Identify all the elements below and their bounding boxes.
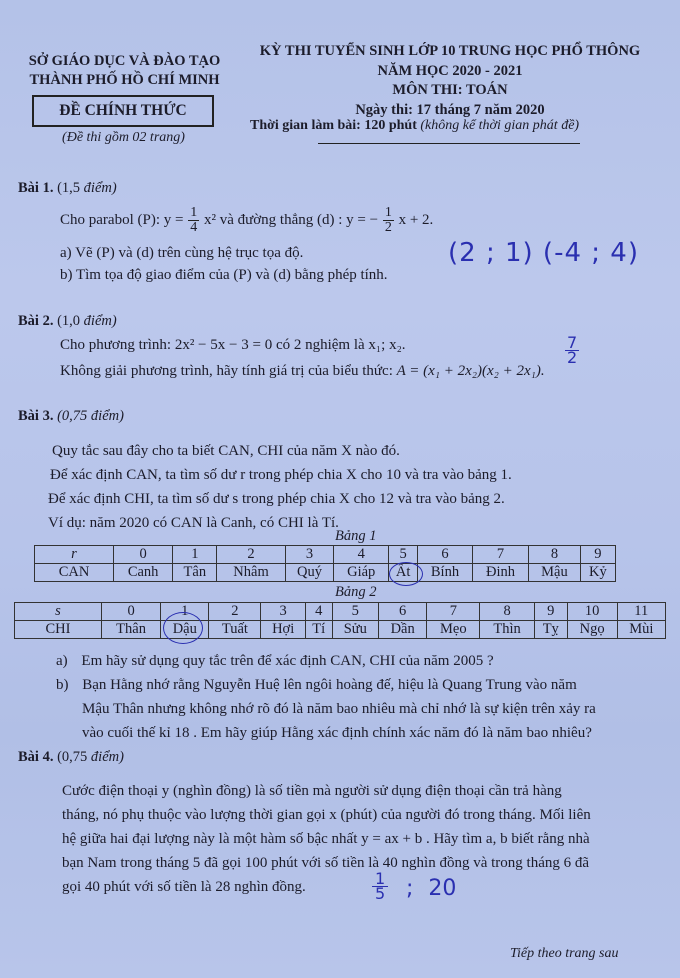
- table-cell: Canh: [114, 564, 173, 582]
- question-1-part-a: a) Vẽ (P) và (d) trên cùng hệ trục tọa độ.: [60, 245, 304, 261]
- table-cell: Mẹo: [427, 621, 480, 639]
- table-cell: 4: [334, 546, 389, 564]
- table-cell: Nhâm: [217, 564, 285, 582]
- header-divider: [318, 143, 580, 144]
- question-4-line-5: gọi 40 phút với số tiền là 28 nghìn đồng.: [62, 879, 306, 895]
- table-row: [15, 603, 666, 621]
- handwritten-circle-dau: [163, 612, 203, 644]
- question-4-line-2: tháng, nó phụ thuộc vào lượng thời gian gọi x (phút) của người đó trong tháng. Mối liên: [62, 807, 591, 823]
- handwritten-denominator: 2: [567, 348, 578, 367]
- fraction-numerator: 1: [384, 205, 392, 220]
- handwritten-denominator: 5: [375, 884, 386, 903]
- table-cell: Tỵ: [534, 621, 567, 639]
- table-1-caption: Bảng 1: [335, 528, 377, 544]
- table-cell: 2: [209, 603, 261, 621]
- handwritten-numerator: 7: [567, 333, 578, 352]
- table-cell: Quý: [285, 564, 334, 582]
- table-cell: Thân: [102, 621, 161, 639]
- exam-duration: [250, 118, 579, 134]
- part-label: b): [56, 677, 69, 693]
- question-1-title: [18, 180, 117, 197]
- table-cell: 7: [472, 546, 528, 564]
- question-3-part-b: [56, 674, 577, 696]
- table-cell: Ngọ: [567, 621, 617, 639]
- table-cell: 1: [161, 603, 209, 621]
- handwritten-circle-at: [389, 562, 423, 586]
- fraction-denominator: 2: [384, 220, 392, 235]
- duration-label: Thời gian làm bài: 120 phút: [250, 118, 417, 133]
- table-cell: 6: [379, 603, 427, 621]
- question-1-part-b: b) Tìm tọa độ giao điểm của (P) và (d) bằng phép tính.: [60, 267, 388, 283]
- table-cell: 3: [285, 546, 334, 564]
- department-line-2: THÀNH PHỐ HỒ CHÍ MINH: [29, 72, 220, 88]
- points-value: (0,75: [57, 749, 88, 765]
- table-cell: 0: [114, 546, 173, 564]
- table-cell: Dậu: [161, 621, 209, 639]
- question-3-example: Ví dụ: năm 2020 có CAN là Canh, có CHI là Tí.: [48, 515, 339, 531]
- question-2-title: [18, 313, 117, 330]
- points-word: điểm): [83, 313, 117, 329]
- question-label: Bài 2.: [18, 313, 54, 329]
- table-cell: 6: [418, 546, 473, 564]
- department-name: [22, 52, 227, 90]
- points-word: điểm): [90, 408, 124, 424]
- table-cell: Tân: [173, 564, 217, 582]
- exam-title: KỲ THI TUYỂN SINH LỚP 10 TRUNG HỌC PHỔ THÔNG: [259, 43, 641, 59]
- table-cell: Ất: [389, 564, 418, 582]
- department-line-1: SỞ GIÁO DỤC VÀ ĐÀO TẠO: [28, 53, 221, 69]
- question-3-line-1: Quy tắc sau đây cho ta biết CAN, CHI của năm X nào đó.: [52, 443, 400, 459]
- official-exam-badge: ĐỀ CHÍNH THỨC: [32, 95, 214, 127]
- question-4-line-1: Cước điện thoại y (nghìn đồng) là số tiền mà người sử dụng điện thoại cần trả hàng: [62, 783, 562, 799]
- question-2-task: [60, 360, 545, 382]
- table-cell: 5: [332, 603, 378, 621]
- table-row: [35, 564, 616, 582]
- task-text: Không giải phương trình, hãy tính giá trị của biểu thức:: [60, 363, 393, 379]
- table-1-can: [34, 545, 616, 582]
- exam-date: Ngày thi: 17 tháng 7 năm 2020: [355, 101, 545, 118]
- table-2-caption: Bảng 2: [335, 584, 377, 600]
- question-4-title: [18, 749, 124, 766]
- exam-header: [230, 42, 670, 120]
- table-cell: Sửu: [332, 621, 378, 639]
- school-year: NĂM HỌC 2020 - 2021: [377, 62, 523, 79]
- continue-note: Tiếp theo trang sau: [510, 946, 619, 961]
- handwritten-separator: ;: [406, 876, 414, 901]
- table-cell: 9: [534, 603, 567, 621]
- expression-A: A = (x₁ + 2x₂)(x₂ + 2x₁).: [396, 363, 545, 379]
- table-header-cell: CAN: [35, 564, 114, 582]
- duration-note: (không kể thời gian phát đề): [420, 118, 580, 133]
- question-label: Bài 4.: [18, 749, 54, 765]
- question-3-title: [18, 408, 124, 425]
- table-cell: 11: [617, 603, 665, 621]
- points-word: điểm): [83, 180, 117, 196]
- table-cell: Mùi: [617, 621, 665, 639]
- question-4-line-3: hệ giữa hai đại lượng này là một hàm số bậc nhất y = ax + b . Hãy tìm a, b biết rằng nhà: [62, 831, 590, 847]
- points-value: (1,0: [57, 313, 81, 329]
- pages-note: (Đề thi gồm 02 trang): [62, 130, 185, 145]
- table-cell: Thìn: [480, 621, 535, 639]
- handwritten-numerator: 1: [372, 872, 388, 887]
- table-cell: 0: [102, 603, 161, 621]
- question-3-part-a: [56, 650, 494, 672]
- question-label: Bài 1.: [18, 180, 54, 196]
- intro-part-c: x + 2.: [398, 211, 434, 228]
- table-header-cell: r: [35, 546, 114, 564]
- handwritten-fraction-4: [372, 869, 388, 903]
- part-text: Bạn Hằng nhớ rằng Nguyễn Huệ lên ngôi hoàng đế, hiệu là Quang Trung vào năm: [82, 677, 577, 693]
- fraction-numerator: 1: [190, 205, 198, 220]
- table-cell: 8: [529, 546, 581, 564]
- table-cell: Tuất: [209, 621, 261, 639]
- table-cell: 3: [261, 603, 305, 621]
- fraction-one-quarter: [188, 206, 199, 235]
- question-label: Bài 3.: [18, 408, 54, 424]
- points-word: điểm): [90, 749, 124, 765]
- question-3-line-3: Để xác định CHI, ta tìm số dư s trong phép chia X cho 12 và tra vào bảng 2.: [48, 491, 505, 507]
- table-cell: 2: [217, 546, 285, 564]
- table-cell: Mậu: [529, 564, 581, 582]
- fraction-denominator: 4: [190, 220, 198, 235]
- part-text: Em hãy sử dụng quy tắc trên để xác định CAN, CHI của năm 2005 ?: [81, 653, 494, 669]
- fraction-one-half: [383, 206, 394, 235]
- question-3-part-b-line-3: vào cuối thế kỉ 18 . Em hãy giúp Hằng xác định chính xác năm đó là năm bao nhiêu?: [82, 725, 592, 741]
- table-cell: 8: [480, 603, 535, 621]
- table-cell: 1: [173, 546, 217, 564]
- question-3-line-2: Để xác định CAN, ta tìm số dư r trong phép chia X cho 10 và tra vào bảng 1.: [50, 467, 512, 483]
- table-cell: 5: [389, 546, 418, 564]
- table-cell: Dần: [379, 621, 427, 639]
- table-cell: Giáp: [334, 564, 389, 582]
- points-value: (0,75: [57, 408, 88, 424]
- table-row: [35, 546, 616, 564]
- handwritten-answer-1: (2 ; 1) (-4 ; 4): [448, 238, 639, 268]
- table-cell: Kỷ: [580, 564, 615, 582]
- table-cell: Hợi: [261, 621, 305, 639]
- table-cell: 10: [567, 603, 617, 621]
- handwritten-value: 20: [428, 876, 457, 901]
- intro-part-b: x² và đường thẳng (d) : y = −: [203, 211, 379, 228]
- table-cell: 7: [427, 603, 480, 621]
- points-value: (1,5: [57, 180, 81, 196]
- table-cell: 9: [580, 546, 615, 564]
- table-cell: Đinh: [472, 564, 528, 582]
- table-header-cell: s: [15, 603, 102, 621]
- handwritten-answer-4: [406, 876, 456, 901]
- intro-part-a: Cho parabol (P): y =: [60, 211, 184, 228]
- question-2-equation: Cho phương trình: 2x² − 5x − 3 = 0 có 2 nghiệm là x₁; x₂.: [60, 337, 406, 353]
- question-3-part-b-line-2: Mậu Thân nhưng không nhớ rõ đó là năm bao nhiêu mà chỉ nhớ là sự kiện trên xảy ra: [82, 701, 596, 717]
- table-2-chi: [14, 602, 666, 639]
- handwritten-answer-2: [565, 333, 579, 367]
- part-label: a): [56, 653, 68, 669]
- question-1-intro: [60, 206, 433, 235]
- table-cell: Tí: [305, 621, 332, 639]
- question-4-line-4: bạn Nam trong tháng 5 đã gọi 100 phút với số tiền là 40 nghìn đồng và trong tháng 6 đã: [62, 855, 590, 871]
- table-cell: Bính: [418, 564, 473, 582]
- subject: MÔN THI: TOÁN: [392, 82, 508, 98]
- table-cell: 4: [305, 603, 332, 621]
- table-row: [15, 621, 666, 639]
- table-header-cell: CHI: [15, 621, 102, 639]
